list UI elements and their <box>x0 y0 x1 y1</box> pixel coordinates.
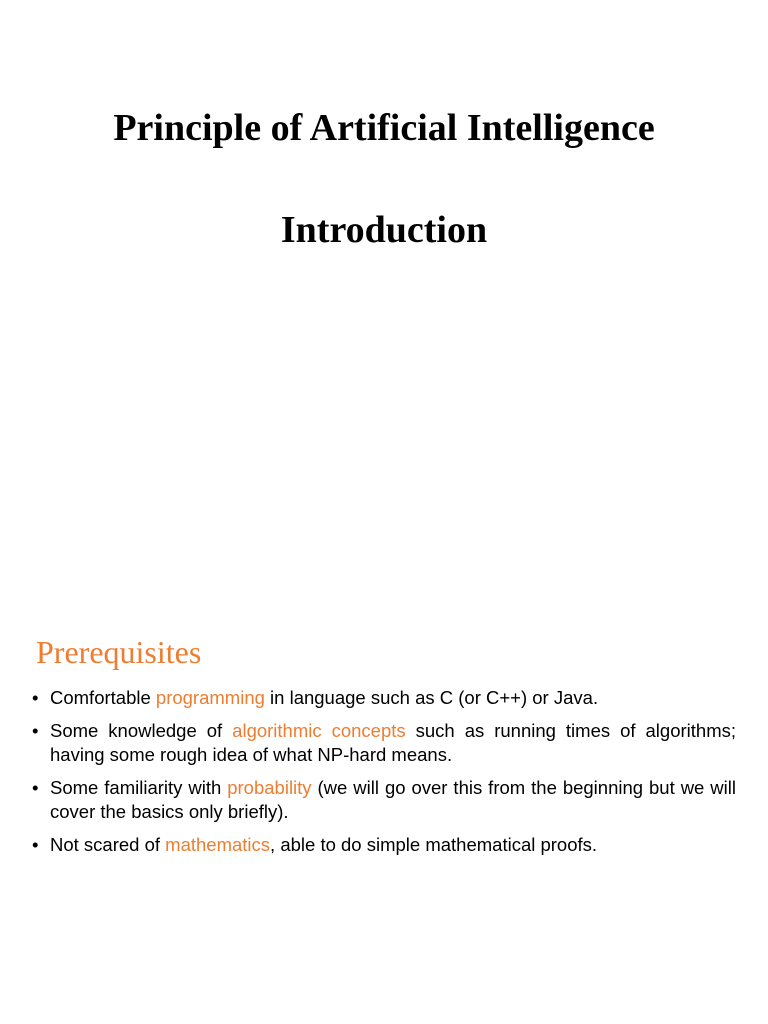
bullet-icon: • <box>32 720 39 741</box>
bullet-text-after: , able to do simple mathematical proofs. <box>270 834 598 855</box>
bullet-highlight: probability <box>227 777 312 798</box>
slide-title: Principle of Artificial Intelligence <box>113 107 655 149</box>
bullet-text-before: Not scared of <box>50 834 166 855</box>
prerequisites-list <box>32 686 736 866</box>
prerequisite-item-programming <box>32 686 736 710</box>
bullet-highlight: mathematics <box>165 834 271 855</box>
bullet-text-before: Comfortable <box>50 687 156 708</box>
prerequisites-heading: Prerequisites <box>36 634 202 670</box>
bullet-text-after: (we will go over this from the beginning but we will cover the basics only briefly). <box>50 777 736 822</box>
bullet-highlight: programming <box>155 687 265 708</box>
bullet-text-after: in language such as C (or C++) or Java. <box>264 687 599 708</box>
slide-subtitle: Introduction <box>280 209 488 251</box>
bullet-text-before: Some familiarity with <box>50 777 228 798</box>
prerequisite-item-probability <box>32 776 736 824</box>
prerequisite-item-mathematics <box>32 833 736 857</box>
bullet-icon: • <box>32 777 39 798</box>
bullet-text-after: such as running times of algorithms; having some rough idea of what NP-hard means. <box>50 720 736 765</box>
bullet-icon: • <box>32 687 39 708</box>
bullet-icon: • <box>32 834 39 855</box>
prerequisite-item-algorithms <box>32 719 736 767</box>
bullet-highlight: algorithmic concepts <box>232 720 406 741</box>
bullet-text-before: Some knowledge of <box>50 720 233 741</box>
